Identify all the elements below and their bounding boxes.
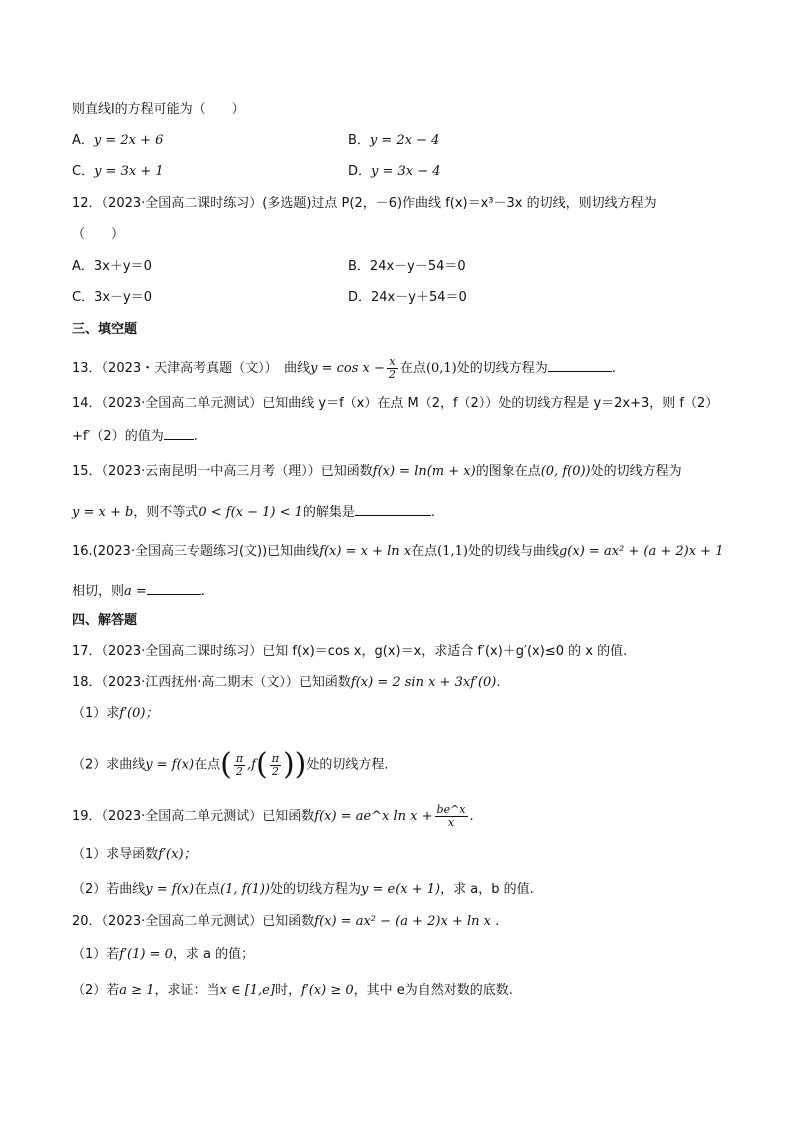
q20-part2-condition: a ≥ 1 — [119, 983, 155, 998]
q16-point: (1,1) — [437, 544, 468, 559]
q11-stem-text: 则直线l的方程可能为（ ） — [72, 102, 245, 117]
q14-line2-text: +f′（2）的值为 — [72, 429, 164, 444]
q19-prefix: 19．（2023·全国高二单元测试）已知函数 — [72, 809, 315, 824]
q14-line1-text: 14．（2023·全国高二单元测试）已知曲线 y＝f（x）在点 M（2，f（2））处的切线方程是 y＝2x+3，则 f（2） — [72, 396, 719, 411]
q13-middle: 在点 — [399, 361, 426, 376]
q20-part1 — [72, 946, 254, 964]
q14-answer-blank[interactable] — [164, 426, 194, 440]
q18-right-paren-icon: ) — [294, 747, 307, 782]
q12-option-c: 3x－y＝0 — [94, 290, 153, 305]
q19-stem — [72, 804, 474, 829]
q20-part2-interval: x ∈ [1,e] — [219, 983, 275, 998]
q18-part1 — [72, 705, 158, 723]
q15-inequality: 0 < f(x − 1) < 1 — [198, 505, 303, 520]
q18-function: f(x) = 2 sin x + 3xf′(0). — [350, 675, 501, 690]
q11-option-b-label: B． — [348, 133, 370, 148]
q13-fraction — [387, 356, 398, 381]
q11-options-ab — [72, 132, 722, 150]
q15-function: f(x) = ln(m + x) — [372, 464, 476, 479]
section-answer-heading — [72, 612, 137, 630]
q18-stem — [72, 674, 501, 692]
section4-title: 四、解答题 — [72, 613, 138, 628]
q18-part2-end: 处的切线方程. — [306, 757, 389, 773]
q18-part1-expression: f′(0)； — [119, 706, 159, 721]
q16-end: . — [200, 584, 205, 599]
q15-line1 — [72, 463, 682, 481]
q15-line2 — [72, 502, 435, 522]
q20-part2-inequality: f′(x) ≥ 0 — [300, 983, 354, 998]
q19-part2-tangent: y = e(x + 1) — [361, 882, 441, 897]
q15-tangent-line: y = x + b — [72, 505, 134, 520]
q18-left-paren-icon: ( — [220, 747, 232, 782]
q11-option-c: y = 3x + 1 — [94, 164, 164, 179]
q18-two-a: 2 — [235, 764, 243, 778]
q19-part1-prefix: （1）求导函数 — [72, 847, 159, 862]
q16-g-expression: g(x) = ax² + (a + 2)x + 1 — [558, 544, 724, 559]
section-fill-blank-heading — [72, 321, 137, 339]
q20-function: f(x) = ax² − (a + 2)x + ln x . — [314, 914, 500, 929]
q16-middle2: 处的切线与曲线 — [467, 544, 559, 559]
q19-function: f(x) = ae^x ln x + — [314, 809, 433, 824]
q13-suffix: 处的切线方程为 — [456, 361, 548, 376]
q19-part2-middle2: 处的切线方程为 — [270, 882, 362, 897]
q19-part1-expression: f′(x)； — [158, 847, 197, 862]
q12-option-a: 3x＋y＝0 — [93, 259, 152, 274]
q18-part2-middle: 在点 — [194, 757, 221, 773]
q18-part2 — [72, 747, 389, 782]
q18-part2-curve: y = f(x) — [145, 757, 195, 773]
q13-fraction-denominator: 2 — [388, 368, 396, 381]
q11-stem — [72, 101, 245, 119]
q15-end: . — [430, 505, 436, 520]
q16-f-expression: f(x) = x + ln x — [319, 544, 412, 559]
q15-line1-end: 处的切线方程为 — [590, 464, 682, 479]
q11-option-d: y = 3x − 4 — [371, 164, 441, 179]
q19-part1 — [72, 846, 197, 864]
q19-part2-curve: y = f(x) — [145, 882, 195, 897]
q16-middle: 在点 — [411, 544, 438, 559]
q17 — [72, 643, 627, 661]
q12-option-d-label: D． — [348, 290, 372, 305]
q16-line2-prefix: 相切，则 — [72, 584, 125, 599]
q19-fraction — [435, 804, 468, 829]
q15-line2-middle: ，则不等式 — [133, 505, 199, 520]
q11-option-c-label: C． — [72, 164, 95, 179]
q19-part2-end: ，求 a，b 的值. — [440, 882, 534, 897]
q18-part2-prefix: （2）求曲线 — [72, 757, 146, 773]
q18-pi-b: π — [271, 751, 279, 765]
q12-options-ab — [72, 258, 722, 276]
q11-options-cd — [72, 163, 722, 181]
q19-part2-prefix: （2）若曲线 — [72, 882, 146, 897]
q16-prefix: 16.(2023·全国高三专题练习(文))已知曲线 — [72, 544, 320, 559]
q20-part2 — [72, 982, 513, 1000]
q18-part1-prefix: （1）求 — [72, 706, 120, 721]
q20-part2-prefix: （2）若 — [72, 983, 120, 998]
q18-inner-left-paren-icon: ( — [256, 747, 268, 782]
q12-option-c-label: C． — [72, 290, 95, 305]
q12-option-d: 24x－y＋54＝0 — [371, 290, 467, 305]
q13-answer-blank[interactable] — [548, 358, 612, 372]
q11-option-a-label: A． — [72, 133, 94, 148]
q12-paren — [72, 226, 124, 244]
q14-line1 — [72, 395, 718, 413]
q15-line2-end: 的解集是 — [302, 505, 355, 520]
q13-expression: y = cos x − — [310, 361, 385, 376]
q14-line2 — [72, 426, 198, 446]
q11-option-b: y = 2x − 4 — [369, 133, 440, 148]
q15-point: (0, f(0)) — [540, 464, 591, 479]
q18-part2-f: ,f — [247, 757, 256, 773]
q20-part1-condition: f′(1) = 0 — [119, 947, 173, 962]
q18-inner-right-paren-icon: ) — [282, 747, 295, 782]
q19-fraction-denominator: x — [447, 816, 455, 829]
q13-prefix: 13．（2023・天津高考真题（文）） 曲线 — [72, 361, 311, 376]
q13 — [72, 356, 616, 381]
q16-line1 — [72, 543, 723, 561]
q20-part2-end: ，其中 e为自然对数的底数. — [353, 983, 513, 998]
q19-end: . — [469, 809, 474, 824]
q15-middle: 的图象在点 — [475, 464, 541, 479]
q18-two-b: 2 — [271, 764, 279, 778]
q12-stem — [72, 195, 657, 213]
q12-stem-text: 12．（2023·全国高二课时练习）(多选题)过点 P(2，－6)作曲线 f(x)＝x³－3x 的切线，则切线方程为 — [72, 196, 657, 211]
q18-pi-a: π — [235, 751, 244, 765]
q19-part2-point: (1, f(1)) — [220, 882, 270, 897]
q12-options-cd — [72, 289, 722, 307]
q16-a-variable: a = — [124, 584, 147, 599]
q14-end: . — [193, 429, 198, 444]
q13-end: . — [611, 361, 616, 376]
q17-text: 17．（2023·全国高二课时练习）已知 f(x)＝cos x，g(x)＝x，求适合 f′(x)＋g′(x)≤0 的 x 的值. — [72, 644, 628, 659]
q11-option-d-label: D． — [348, 164, 372, 179]
q19-part2 — [72, 881, 534, 899]
q20-stem — [72, 913, 499, 931]
q20-part2-middle: ，求证：当 — [154, 983, 220, 998]
q13-fraction-numerator: x — [387, 356, 398, 369]
q15-answer-blank[interactable] — [355, 502, 431, 516]
q18-pi-over-2-b — [270, 753, 281, 778]
q20-prefix: 20．（2023·全国高二单元测试）已知函数 — [72, 914, 315, 929]
q13-point: (0,1) — [425, 361, 457, 376]
section3-title: 三、填空题 — [72, 322, 138, 337]
q11-option-a: y = 2x + 6 — [93, 133, 164, 148]
q20-part1-end: ，求 a 的值； — [172, 947, 255, 962]
q19-fraction-numerator: be^x — [436, 803, 466, 816]
q12-option-a-label: A． — [72, 259, 94, 274]
q12-paren-text: （ ） — [72, 227, 125, 242]
q16-line2 — [72, 581, 205, 601]
q12-option-b: 24x－y－54＝0 — [369, 259, 466, 274]
q16-answer-blank[interactable] — [147, 581, 201, 595]
q19-part2-middle: 在点 — [194, 882, 221, 897]
q18-prefix: 18．（2023·江西抚州·高二期末（文））已知函数 — [72, 675, 351, 690]
q18-pi-over-2-a — [234, 753, 245, 778]
q20-part2-middle2: 时， — [274, 983, 301, 998]
q20-part1-prefix: （1）若 — [72, 947, 120, 962]
q12-option-b-label: B． — [348, 259, 370, 274]
q15-prefix: 15．（2023·云南昆明一中高三月考（理））已知函数 — [72, 464, 373, 479]
